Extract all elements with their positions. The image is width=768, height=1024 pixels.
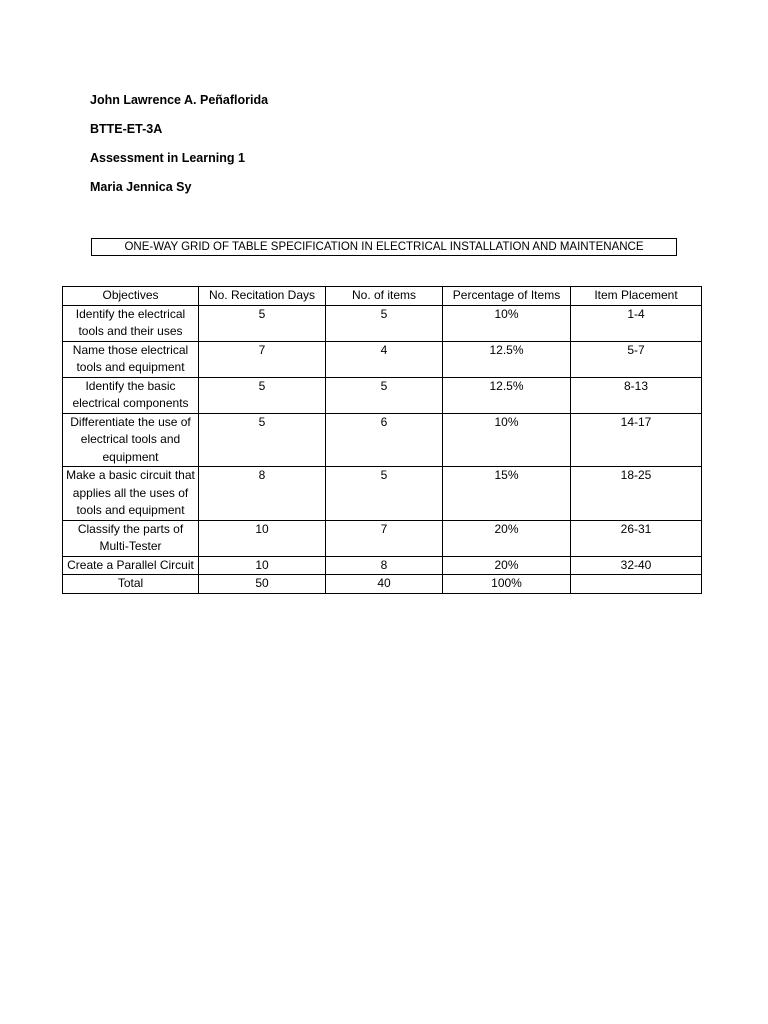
student-name: John Lawrence A. Peñaflorida bbox=[90, 93, 269, 107]
items-cell: 7 bbox=[326, 520, 443, 556]
instructor-name: Maria Jennica Sy bbox=[90, 180, 192, 194]
placement-cell: 32-40 bbox=[571, 556, 702, 575]
objective-cell: Classify the parts of Multi-Tester bbox=[63, 520, 199, 556]
column-header-percentage: Percentage of Items bbox=[443, 287, 571, 306]
header-block bbox=[90, 92, 268, 208]
percentage-cell: 20% bbox=[443, 520, 571, 556]
items-cell: 8 bbox=[326, 556, 443, 575]
placement-cell: 8-13 bbox=[571, 377, 702, 413]
items-cell: 5 bbox=[326, 377, 443, 413]
course-name: Assessment in Learning 1 bbox=[90, 151, 245, 165]
percentage-cell: 20% bbox=[443, 556, 571, 575]
placement-cell: 5-7 bbox=[571, 341, 702, 377]
total-items-cell: 40 bbox=[326, 575, 443, 594]
recitation-days-cell: 10 bbox=[199, 556, 326, 575]
table-row bbox=[63, 305, 702, 341]
percentage-cell: 10% bbox=[443, 413, 571, 467]
column-header-item-placement: Item Placement bbox=[571, 287, 702, 306]
recitation-days-cell: 10 bbox=[199, 520, 326, 556]
recitation-days-cell: 8 bbox=[199, 467, 326, 521]
items-cell: 5 bbox=[326, 467, 443, 521]
table-row bbox=[63, 467, 702, 521]
table-total-row bbox=[63, 575, 702, 594]
specification-table bbox=[62, 286, 702, 594]
percentage-cell: 12.5% bbox=[443, 377, 571, 413]
items-cell: 6 bbox=[326, 413, 443, 467]
total-recitation-days-cell: 50 bbox=[199, 575, 326, 594]
items-cell: 4 bbox=[326, 341, 443, 377]
percentage-cell: 12.5% bbox=[443, 341, 571, 377]
recitation-days-cell: 7 bbox=[199, 341, 326, 377]
recitation-days-cell: 5 bbox=[199, 413, 326, 467]
placement-cell: 18-25 bbox=[571, 467, 702, 521]
document-title: ONE-WAY GRID OF TABLE SPECIFICATION IN ELECTRICAL INSTALLATION AND MAINTENANCE bbox=[91, 238, 677, 256]
section-code: BTTE-ET-3A bbox=[90, 122, 163, 136]
objective-cell: Identify the electrical tools and their uses bbox=[63, 305, 199, 341]
objective-cell: Name those electrical tools and equipment bbox=[63, 341, 199, 377]
placement-cell: 26-31 bbox=[571, 520, 702, 556]
percentage-cell: 15% bbox=[443, 467, 571, 521]
objective-cell: Differentiate the use of electrical tools and equipment bbox=[63, 413, 199, 467]
percentage-cell: 10% bbox=[443, 305, 571, 341]
table-row bbox=[63, 520, 702, 556]
placement-cell: 14-17 bbox=[571, 413, 702, 467]
recitation-days-cell: 5 bbox=[199, 305, 326, 341]
table-header-row bbox=[63, 287, 702, 306]
recitation-days-cell: 5 bbox=[199, 377, 326, 413]
table-row bbox=[63, 377, 702, 413]
placement-cell: 1-4 bbox=[571, 305, 702, 341]
column-header-objectives: Objectives bbox=[63, 287, 199, 306]
items-cell: 5 bbox=[326, 305, 443, 341]
objective-cell: Create a Parallel Circuit bbox=[63, 556, 199, 575]
table-row bbox=[63, 341, 702, 377]
column-header-recitation-days: No. Recitation Days bbox=[199, 287, 326, 306]
total-label-cell: Total bbox=[63, 575, 199, 594]
column-header-no-of-items: No. of items bbox=[326, 287, 443, 306]
total-percentage-cell: 100% bbox=[443, 575, 571, 594]
total-placement-cell bbox=[571, 575, 702, 594]
table-row bbox=[63, 556, 702, 575]
objective-cell: Make a basic circuit that applies all the uses of tools and equipment bbox=[63, 467, 199, 521]
objective-cell: Identify the basic electrical components bbox=[63, 377, 199, 413]
table-row bbox=[63, 413, 702, 467]
